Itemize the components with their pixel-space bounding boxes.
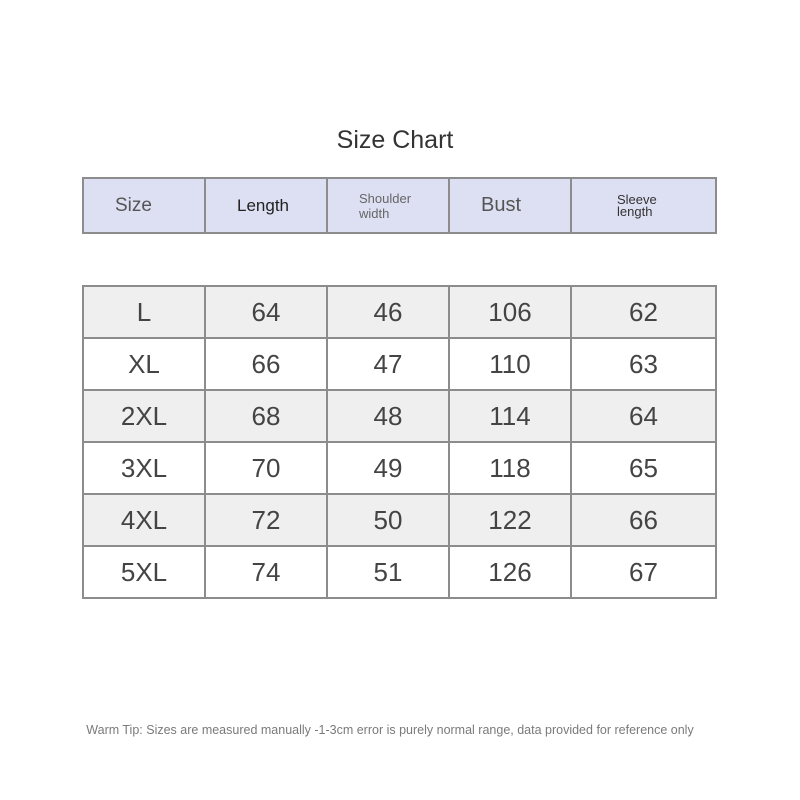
header-size: Size xyxy=(83,178,205,233)
shoulder-cell: 48 xyxy=(327,390,449,442)
length-cell: 66 xyxy=(205,338,327,390)
sleeve-cell: 63 xyxy=(571,338,716,390)
size-cell: 3XL xyxy=(83,442,205,494)
size-cell: XL xyxy=(83,338,205,390)
bust-cell: 106 xyxy=(449,286,571,338)
sleeve-cell: 66 xyxy=(571,494,716,546)
length-cell: 70 xyxy=(205,442,327,494)
shoulder-cell: 50 xyxy=(327,494,449,546)
table-row xyxy=(83,494,716,546)
sleeve-cell: 64 xyxy=(571,390,716,442)
bust-cell: 126 xyxy=(449,546,571,598)
sleeve-cell: 67 xyxy=(571,546,716,598)
size-cell: 5XL xyxy=(83,546,205,598)
length-cell: 74 xyxy=(205,546,327,598)
length-cell: 68 xyxy=(205,390,327,442)
header-shoulder-width-label: Shoulder width xyxy=(359,190,412,221)
warm-tip-footer: Warm Tip: Sizes are measured manually -1-3cm error is purely normal range, data provided for reference only xyxy=(86,723,694,737)
table-row xyxy=(83,390,716,442)
size-cell: 4XL xyxy=(83,494,205,546)
sleeve-cell: 65 xyxy=(571,442,716,494)
size-cell: L xyxy=(83,286,205,338)
size-chart-header xyxy=(82,177,717,234)
header-sleeve-length xyxy=(571,178,716,233)
shoulder-cell: 51 xyxy=(327,546,449,598)
header-length: Length xyxy=(205,178,327,233)
table-row xyxy=(83,338,716,390)
table-row xyxy=(83,546,716,598)
bust-cell: 110 xyxy=(449,338,571,390)
header-shoulder-width xyxy=(327,178,449,233)
page-title: Size Chart xyxy=(336,126,454,154)
header-row xyxy=(83,178,716,233)
table-row xyxy=(83,442,716,494)
size-chart-table xyxy=(82,285,717,599)
table-row xyxy=(83,286,716,338)
shoulder-cell: 49 xyxy=(327,442,449,494)
bust-cell: 114 xyxy=(449,390,571,442)
length-cell: 72 xyxy=(205,494,327,546)
shoulder-cell: 47 xyxy=(327,338,449,390)
size-cell: 2XL xyxy=(83,390,205,442)
sleeve-cell: 62 xyxy=(571,286,716,338)
bust-cell: 118 xyxy=(449,442,571,494)
shoulder-cell: 46 xyxy=(327,286,449,338)
length-cell: 64 xyxy=(205,286,327,338)
bust-cell: 122 xyxy=(449,494,571,546)
header-sleeve-length-label: Sleeve length xyxy=(617,191,657,219)
header-bust: Bust xyxy=(449,178,571,233)
